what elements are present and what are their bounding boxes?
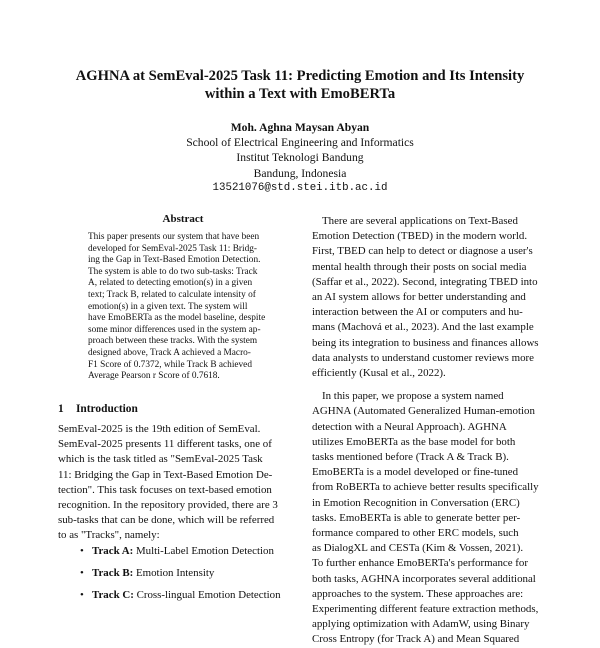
paragraph-line: In this paper, we propose a system named: [322, 390, 504, 403]
affiliation-line: School of Electrical Engineering and Informatics: [186, 136, 414, 150]
paragraph-line: (Saffar et al., 2022). Second, integrating TBED into: [312, 275, 538, 288]
paragraph-line: To further enhance EmoBERTa's performance for: [312, 557, 528, 570]
affiliation-line: Bandung, Indonesia: [253, 166, 347, 180]
intro-line: SemEval-2025 presents 11 different tasks, one of: [58, 438, 272, 451]
title-line: within a Text with EmoBERTa: [204, 86, 396, 102]
intro-line: SemEval-2025 is the 19th edition of SemEval.: [58, 423, 261, 435]
paragraph-line: as DialogXL and CESTa (Kim & Vossen, 2021).: [312, 542, 524, 555]
list-item: [80, 566, 308, 588]
section-number: 1: [58, 403, 64, 415]
paragraph-line: being its integration to business and finances allows: [312, 336, 539, 349]
paragraph-line: detection with a Neural Approach). AGHNA: [312, 420, 507, 433]
right-column: [312, 214, 540, 648]
author-block: [100, 120, 500, 196]
paragraph-line: from RoBERTa to achieve better results specifically: [312, 481, 539, 494]
paragraph-line: tasks. EmoBERTa is able to generate better per-: [312, 511, 521, 524]
intro-line: sub-tasks that can be done, which will be referred: [58, 514, 275, 527]
paragraph-line: data analysts to understand customer reviews more: [312, 351, 534, 364]
affiliation-line: Institut Teknologi Bandung: [236, 151, 364, 165]
intro-line: 11: Bridging the Gap in Text-Based Emotion De-: [58, 468, 273, 481]
title-line: AGHNA at SemEval-2025 Task 11: Predicting Emotion and Its Intensity: [75, 68, 525, 84]
abstract-body: [88, 232, 300, 383]
paragraph-gap: [312, 381, 540, 389]
paragraph-line: utilizes EmoBERTa as the base model for both: [312, 435, 516, 448]
introduction-body: [58, 422, 308, 544]
paragraph-line: both tasks, AGHNA incorporates several additional: [312, 572, 536, 585]
intro-line: which is the task titled as "SemEval-2025 Task: [58, 453, 263, 466]
abstract-line: ing the Gap in Text-Based Emotion Detection.: [88, 255, 261, 266]
paragraph-line: in Emotion Recognition in Conversation (ERC): [312, 496, 520, 509]
abstract-line: have EmoBERTa as the model baseline, despite: [88, 313, 266, 324]
list-item: [80, 588, 308, 610]
bullet-icon: •: [80, 567, 84, 579]
paragraph-line: Cross Entropy (for Track A) and Mean Squared: [312, 633, 520, 646]
paragraph-line: Emotion Detection (TBED) in the modern world.: [312, 230, 528, 243]
abstract-heading: Abstract: [162, 213, 204, 225]
paragraph-line: interaction between the AI or computers and hu-: [312, 306, 523, 319]
section-heading-introduction: [58, 402, 138, 416]
paragraph-line: First, TBED can help to detect or diagnose a user's: [312, 245, 533, 258]
paragraph-line: EmoBERTa is a model developed or fine-tuned: [312, 466, 519, 479]
paragraph-line: tasks mentioned before (Track A & Track B).: [312, 451, 509, 464]
left-column: [58, 212, 308, 383]
author-name: Moh. Aghna Maysan Abyan: [230, 121, 370, 134]
paper-title: [60, 67, 540, 103]
abstract-line: F1 Score of 0.7372, while Track B achieved: [88, 359, 252, 370]
paragraph-line: applying optimization with AdamW, using Binary: [312, 618, 530, 631]
abstract-line: some minor differences used in the system ap-: [88, 324, 261, 335]
track-list: [80, 544, 308, 610]
abstract-line: proach between these tracks. With the system: [88, 336, 258, 347]
intro-line: recognition. In the repository provided, there are 3: [58, 499, 278, 512]
abstract-line: developed for SemEval-2025 Task 11: Bridg-: [88, 243, 257, 254]
abstract-line: Average Pearson r Score of 0.7618.: [88, 371, 220, 382]
paragraph-line: formance compared to other ERC models, such: [312, 527, 519, 540]
abstract-line: A, related to detecting emotion(s) in a given: [88, 278, 253, 289]
track-label: Track C:: [92, 589, 134, 601]
track-text: Cross-lingual Emotion Detection: [133, 589, 281, 601]
list-item: [80, 544, 308, 566]
track-label: Track A:: [92, 545, 134, 557]
paragraph-line: efficiently (Kusal et al., 2022).: [312, 367, 446, 380]
paragraph-line: mental health through their posts on social media: [312, 260, 527, 273]
paragraph-line: Experimenting different feature extraction methods,: [312, 603, 539, 616]
track-label: Track B:: [92, 567, 134, 579]
intro-line: tection". This task focuses on text-based emotion: [58, 483, 272, 496]
paragraph-line: an AI system allows for better understanding and: [312, 291, 526, 304]
paragraph-line: There are several applications on Text-Based: [322, 215, 518, 227]
bullet-icon: •: [80, 545, 84, 557]
abstract-line: This paper presents our system that have been: [88, 232, 260, 242]
paragraph-line: mans (Machová et al., 2023). And the last example: [312, 321, 534, 334]
author-email: 13521076@std.stei.itb.ac.id: [212, 181, 388, 194]
track-text: Emotion Intensity: [133, 567, 215, 579]
abstract-line: The system is able to do two sub-tasks: Track: [88, 266, 258, 277]
abstract-line: emotion(s) in a given text. The system will: [88, 301, 248, 312]
intro-line: to as "Tracks", namely:: [58, 529, 160, 542]
abstract-line: designed above, Track A achieved a Macro-: [88, 347, 251, 358]
track-text: Multi-Label Emotion Detection: [133, 545, 274, 557]
section-title: Introduction: [76, 403, 138, 415]
paragraph-line: AGHNA (Automated Generalized Human-emotion: [312, 405, 535, 418]
paragraph-line: approaches to the system. These approaches are:: [312, 587, 524, 600]
bullet-icon: •: [80, 589, 84, 601]
abstract-line: text; Track B, related to calculate intensity of: [88, 289, 256, 300]
